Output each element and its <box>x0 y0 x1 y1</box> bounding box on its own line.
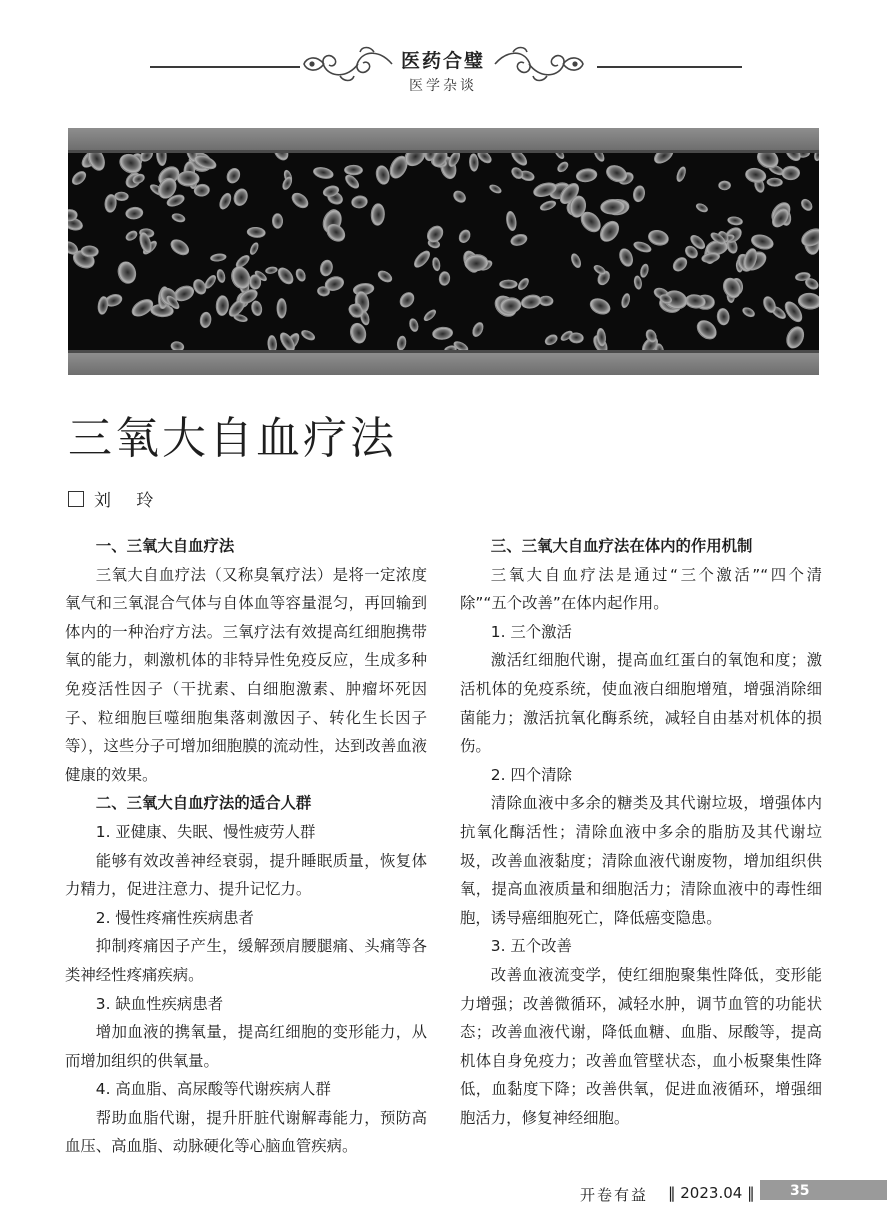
section-heading: 三、三氧大自血疗法在体内的作用机制 <box>490 537 753 555</box>
left-column <box>65 532 427 1161</box>
blood-cell <box>500 280 518 289</box>
section-heading: 二、三氧大自血疗法的适合人群 <box>95 794 312 813</box>
blood-cell <box>272 214 283 229</box>
blood-cell <box>114 192 128 201</box>
paragraph: 能够有效改善神经衰弱，提升睡眠质量，恢复体力精力，促进注意力、提升记忆力。 <box>65 851 427 899</box>
column-subtitle: 医学杂谈 <box>409 78 477 94</box>
ornament-left-icon <box>300 44 396 84</box>
page-header <box>0 0 887 120</box>
subheading: 2. 四个清除 <box>490 765 572 784</box>
section-heading: 一、三氧大自血疗法 <box>95 537 235 555</box>
paragraph: 增加血液的携氧量，提高红细胞的变形能力，从而增加组织的供氧量。 <box>65 1023 427 1070</box>
paragraph: 清除血液中多余的糖类及其代谢垃圾，增强体内抗氧化酶活性；清除血液中多余的脂肪及其代谢垃圾，改善血液黏度；清除血液代谢废物，增加组织供氧，提高血液质量和细胞活力；清除血液中的毒性细胞，诱导癌细胞死亡，降低癌变隐患。 <box>460 794 822 927</box>
page-footer <box>0 1180 887 1204</box>
ornament-right-icon <box>491 44 587 84</box>
author-line <box>68 486 163 511</box>
paragraph: 三氧大自血疗法是通过“三个激活”“四个清除”“五个改善”在体内起作用。 <box>460 565 822 613</box>
author-box-icon <box>68 491 84 507</box>
subheading: 4. 高血脂、高尿酸等代谢疾病人群 <box>95 1080 331 1099</box>
blood-cell <box>277 298 286 318</box>
right-column <box>460 532 822 1132</box>
header-rule-right <box>597 66 742 68</box>
header-rule-left <box>150 66 300 68</box>
paragraph: 改善血液流变学，使红细胞聚集性降低，变形能力增强；改善微循环，减轻水肿，调节血管的功能状态；改善血液代谢，降低血糖、血脂、尿酸等，提高机体自身免疫力；改善血管壁状态，血小板聚集性降低，血黏度下降；改善供氧，促进血液循环，增强细胞活力，修复神经细胞。 <box>460 965 822 1127</box>
column-title: 医药合璧 <box>400 50 485 72</box>
paragraph: 激活红细胞代谢，提高血红蛋白的氧饱和度；激活机体的免疫系统，使血液白细胞增殖，增强消除细菌能力；激活抗氧化酶系统，减轻自由基对机体的损伤。 <box>460 651 822 756</box>
subheading: 1. 三个激活 <box>490 622 572 641</box>
blood-cell <box>177 171 199 186</box>
blood-cell <box>344 165 362 175</box>
article-title: 三氧大自血疗法 <box>68 413 397 464</box>
author-name: 刘 玲 <box>94 491 164 511</box>
paragraph: 抑制疼痛因子产生，缓解颈肩腰腿痛、头痛等各类神经性疼痛疾病。 <box>65 937 427 984</box>
paragraph: 三氧大自血疗法（又称臭氧疗法）是将一定浓度氧气和三氧混合气体与自体血等容量混匀，再回输到体内的一种治疗方法。三氧疗法有效提高红细胞携带氧的能力，刺激机体的非特异性免疫反应，生成多种免疫活性因子（干扰素、白细胞激素、肿瘤坏死因子、粒细胞巨噬细胞集落刺激因子、转化生长因子等），这些分子可增加细胞膜的流动性，达到改善血液健康的效果。 <box>65 565 427 784</box>
issue-number: ‖ 2023.04 ‖ <box>668 1184 755 1202</box>
subheading: 3. 五个改善 <box>490 937 572 956</box>
subheading: 2. 慢性疼痛性疾病患者 <box>95 908 254 927</box>
blood-cell <box>767 178 783 186</box>
page-number: 35 <box>790 1183 810 1199</box>
subheading: 1. 亚健康、失眠、慢性疲劳人群 <box>95 822 316 841</box>
magazine-name: 开卷有益 <box>580 1186 649 1204</box>
paragraph: 帮助血脂代谢，提升肝脏代谢解毒能力，预防高血压、高血脂、动脉硬化等心脑血管疾病。 <box>65 1108 427 1156</box>
subheading: 3. 缺血性疾病患者 <box>95 994 224 1013</box>
blood-cell <box>719 181 731 190</box>
blood-cells-banner <box>68 128 819 375</box>
page-tab <box>760 1180 887 1200</box>
